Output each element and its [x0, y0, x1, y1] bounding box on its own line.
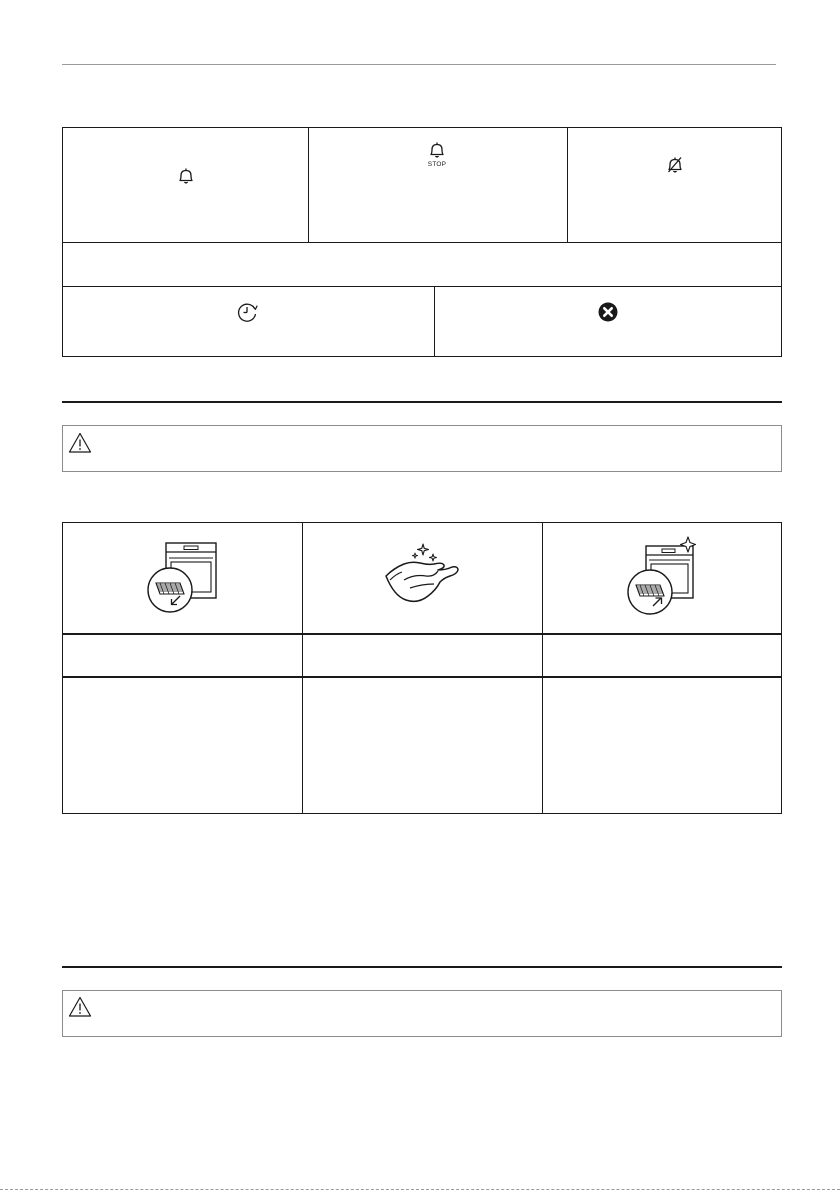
signal-table-col-divider — [308, 127, 309, 242]
header-rule — [62, 64, 776, 65]
signal-table-row-divider — [62, 242, 782, 243]
warning-icon — [68, 996, 92, 1018]
cleaning-hand-icon — [382, 540, 462, 612]
oven-insert-accessories-icon — [620, 536, 702, 618]
timer-icon — [236, 301, 260, 323]
section-divider — [62, 401, 782, 403]
signal-table-row-divider — [62, 286, 782, 287]
bell-stop-icon — [424, 140, 450, 172]
warning-box — [62, 990, 782, 1037]
signal-table-col-divider — [434, 286, 435, 357]
cleaning-table-col-divider — [542, 522, 543, 814]
warning-box — [62, 425, 782, 472]
cleaning-table-row-divider — [62, 633, 782, 635]
signal-table-col-divider — [567, 127, 568, 242]
section-divider — [62, 966, 782, 968]
oven-remove-accessories-icon — [140, 538, 220, 618]
page-bottom-edge — [0, 1189, 840, 1190]
bell-off-icon — [665, 155, 685, 175]
bell-icon — [176, 166, 196, 186]
cleaning-table-col-divider — [302, 522, 303, 814]
cleaning-table-row-divider — [62, 676, 782, 678]
bell-stop-label: STOP — [427, 161, 447, 168]
cancel-icon — [598, 302, 618, 322]
warning-icon — [68, 432, 92, 454]
